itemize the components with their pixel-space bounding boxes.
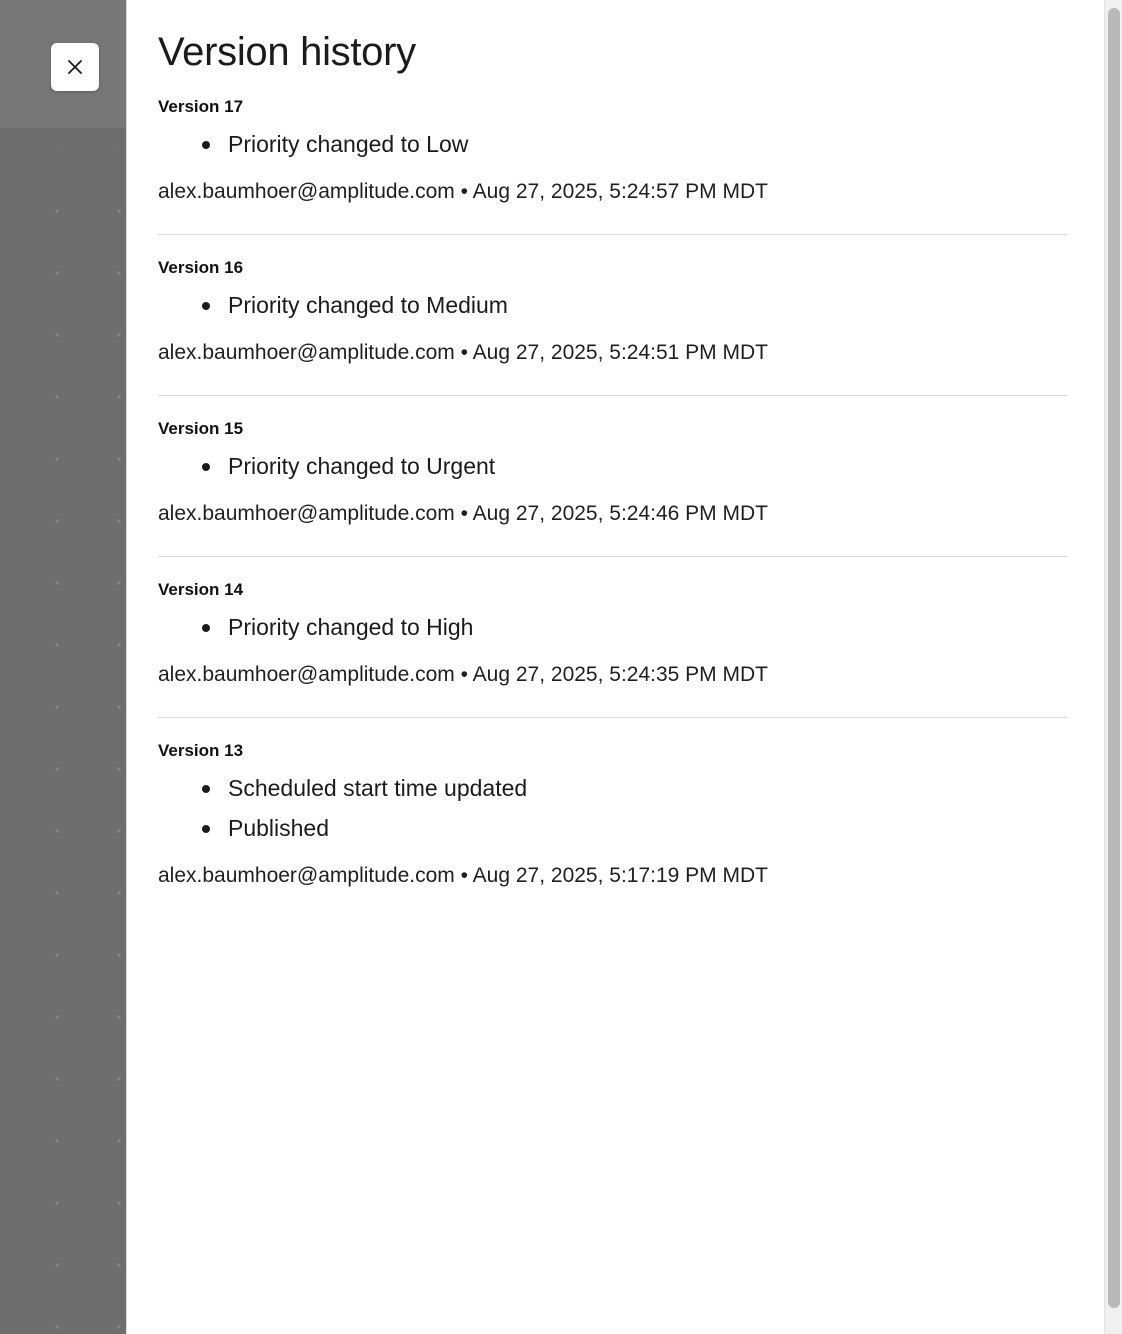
dimmed-backdrop[interactable] [0, 0, 126, 1334]
list-item: Priority changed to Urgent [228, 446, 1067, 486]
version-label: Version 17 [158, 97, 244, 116]
list-item: Published [228, 808, 1067, 848]
version-change-list [158, 285, 1067, 325]
version-label: Version 15 [158, 419, 244, 438]
version-label: Version 16 [158, 258, 244, 277]
version-entry [158, 556, 1067, 717]
version-change-list [158, 607, 1067, 647]
version-entry [158, 717, 1067, 918]
version-entry [158, 96, 1067, 234]
version-history-content [127, 0, 1105, 1334]
close-panel-button[interactable] [51, 43, 99, 91]
list-item: Priority changed to High [228, 607, 1067, 647]
version-meta: alex.baumhoer@amplitude.com • Aug 27, 2025, 5:17:19 PM MDT [158, 864, 768, 887]
version-meta: alex.baumhoer@amplitude.com • Aug 27, 2025, 5:24:57 PM MDT [158, 180, 768, 203]
version-entry [158, 234, 1067, 395]
scrollbar-thumb[interactable] [1108, 8, 1120, 1308]
list-item: Scheduled start time updated [228, 768, 1067, 808]
scrollbar[interactable] [1104, 0, 1122, 1334]
version-meta: alex.baumhoer@amplitude.com • Aug 27, 2025, 5:24:51 PM MDT [158, 341, 768, 364]
version-label: Version 13 [158, 741, 244, 760]
version-label: Version 14 [158, 580, 244, 599]
backdrop-dot-grid [0, 150, 126, 1334]
version-change-list [158, 446, 1067, 486]
version-meta: alex.baumhoer@amplitude.com • Aug 27, 2025, 5:24:46 PM MDT [158, 502, 768, 525]
version-change-list [158, 124, 1067, 164]
version-history-panel [126, 0, 1122, 1334]
close-icon [65, 57, 85, 77]
list-item: Priority changed to Medium [228, 285, 1067, 325]
version-change-list [158, 768, 1067, 848]
page-title: Version history [158, 30, 416, 74]
version-meta: alex.baumhoer@amplitude.com • Aug 27, 2025, 5:24:35 PM MDT [158, 663, 768, 686]
list-item: Priority changed to Low [228, 124, 1067, 164]
version-entry [158, 395, 1067, 556]
